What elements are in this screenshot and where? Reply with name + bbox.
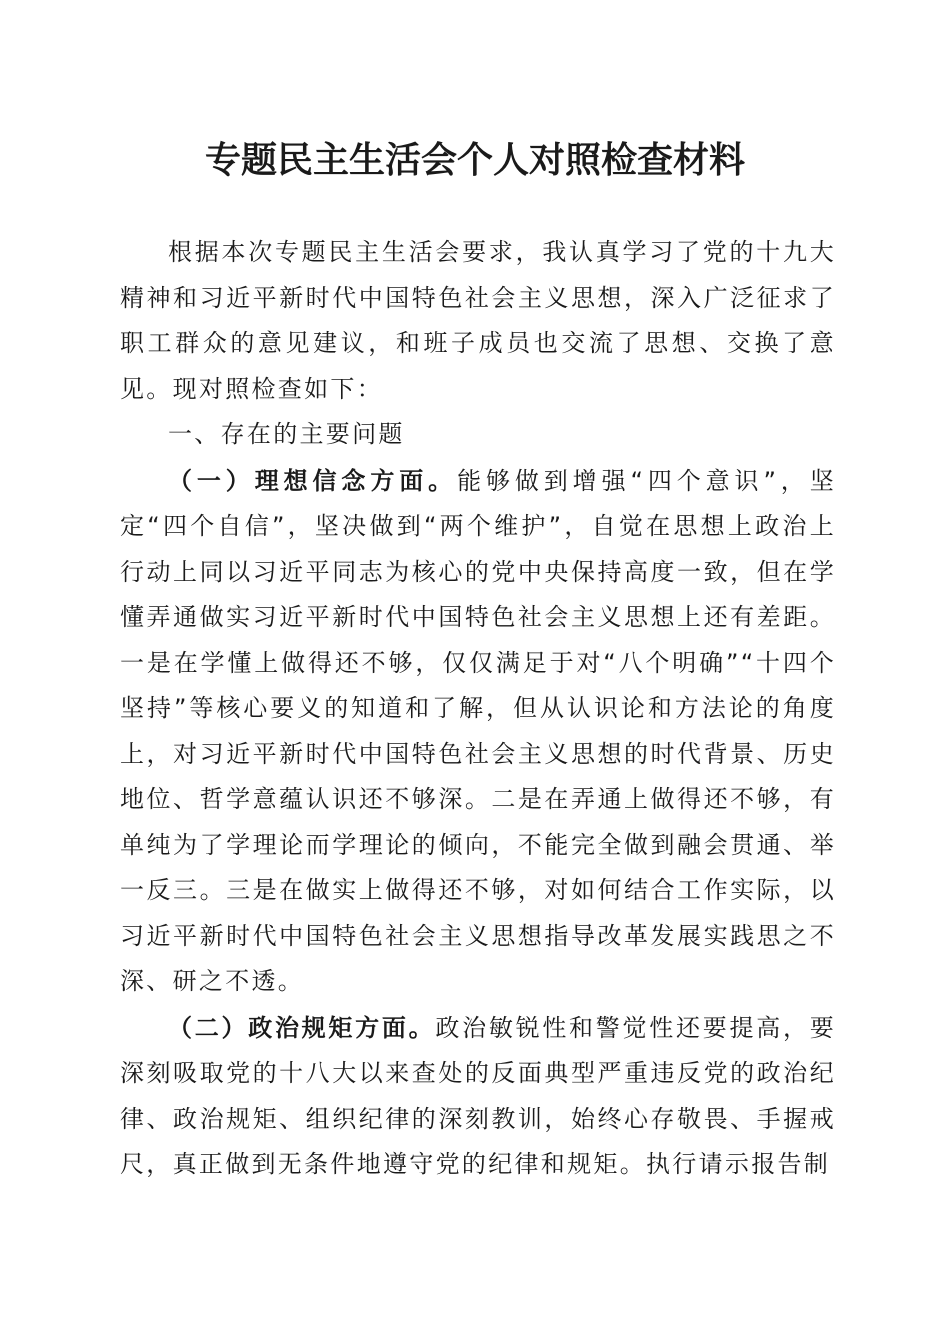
paragraph-political-rules bbox=[120, 1005, 836, 1188]
document-title: 专题民主生活会个人对照检查材料 bbox=[204, 139, 745, 181]
intro-paragraph: 根据本次专题民主生活会要求，我认真学习了党的十九大精神和习近平新时代中国特色社会主义思想，深入广泛征求了职工群众的意见建议，和班子成员也交流了思想、交换了意见。现对照检查如下： bbox=[120, 238, 836, 403]
subheading-ideals-beliefs: （一）理想信念方面。 bbox=[168, 465, 458, 495]
paragraph-ideals-beliefs bbox=[120, 458, 836, 1005]
section-heading-problems: 一、存在的主要问题 bbox=[168, 420, 405, 448]
subheading-political-rules: （二）政治规矩方面。 bbox=[168, 1012, 436, 1042]
paragraph-ideals-beliefs-text: 能够做到增强“四个意识”，坚定“四个自信”，坚决做到“两个维护”，自觉在思想上政治上行动上同以习近平同志为核心的党中央保持高度一致，但在学懂弄通做实习近平新时代中国特色社会主义思想上还有差距。一是在学懂上做得还不够，仅仅满足于对“八个明确”“十四个坚持”等核心要义的知道和了解，但从认识论和方法论的角度上，对习近平新时代中国特色社会主义思想的时代背景、历史地位、哲学意蕴认识还不够深。二是在弄通上做得还不够，有单纯为了学理论而学理论的倾向，不能完全做到融会贯通、举一反三。三是在做实上做得还不够，对如何结合工作实际，以习近平新时代中国特色社会主义思想指导改革发展实践思之不深、研之不透。 bbox=[120, 466, 836, 995]
document-body bbox=[120, 230, 836, 1188]
paragraph-political-rules-text: 政治敏锐性和警觉性还要提高，要深刻吸取党的十八大以来查处的反面典型严重违反党的政治纪律、政治规矩、组织纪律的深刻教训，始终心存敬畏、手握戒尺，真正做到无条件地遵守党的纪律和规矩。执行请示报告制 bbox=[120, 1013, 836, 1178]
